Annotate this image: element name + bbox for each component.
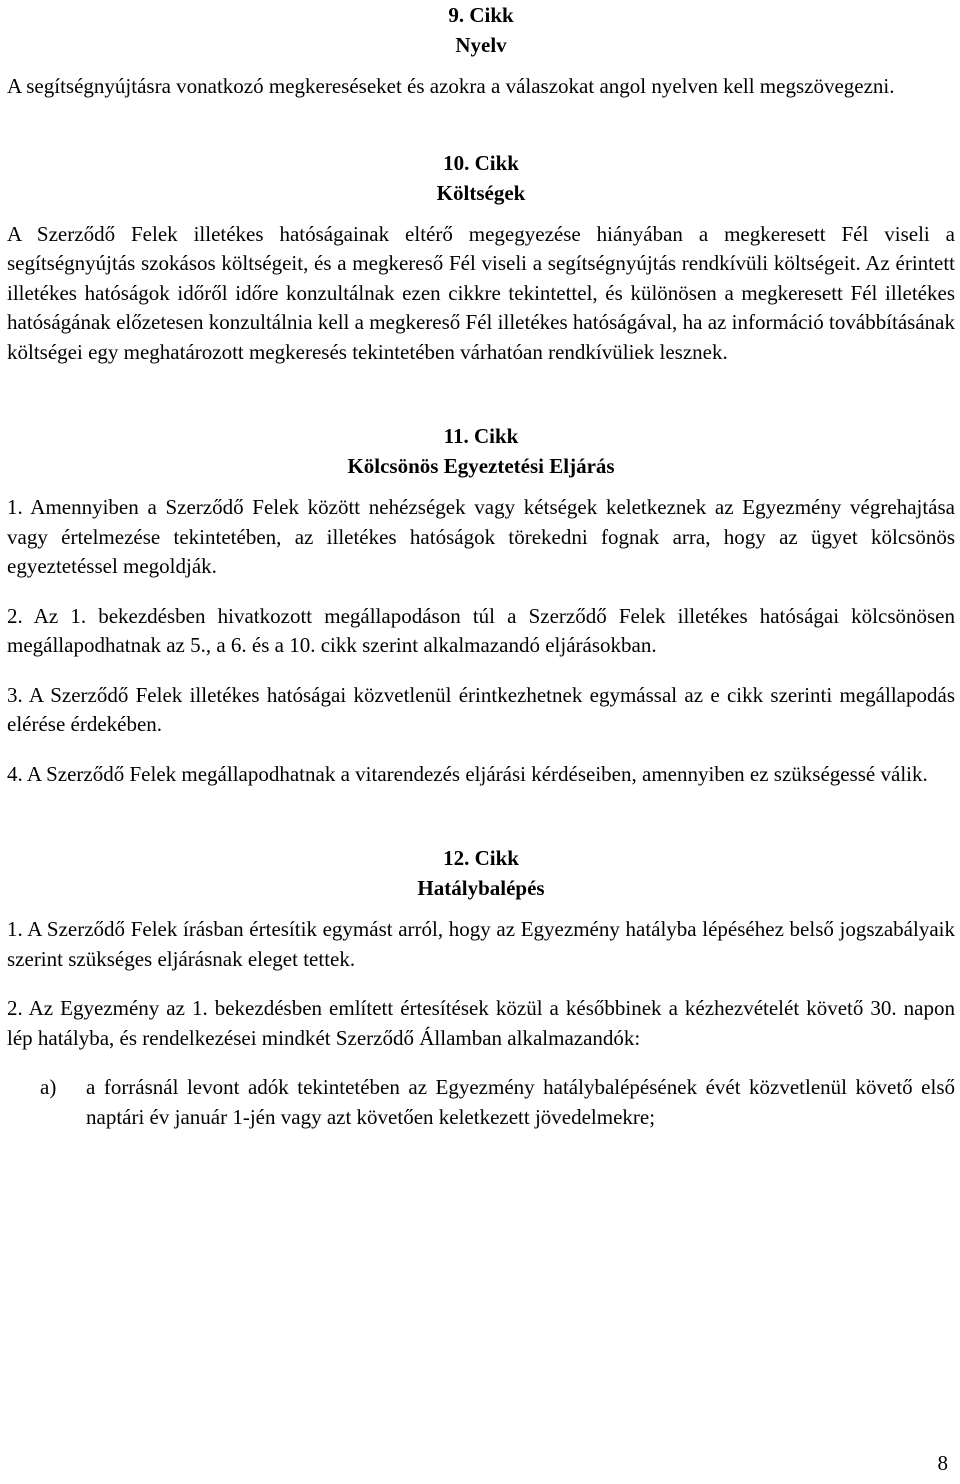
list-item-text: a forrásnál levont adók tekintetében az Egyezmény hatálybalépésének évét közvetlenül követő első naptári év január 1-jén vagy azt követően keletkezett jövedelmekre; [86,1075,955,1129]
paragraph: 2. Az 1. bekezdésben hivatkozott megállapodáson túl a Szerződő Felek illetékes hatóságai kölcsönösen megállapodhatnak az 5., a 6. és a 10. cikk szerint alkalmazandó eljárásokban. [7,603,955,657]
section-heading [7,148,955,208]
section-number: 9. Cikk [448,3,514,27]
paragraph: 1. Amennyiben a Szerződő Felek között nehézségek vagy kétségek keletkeznek az Egyezmény végrehajtása vagy értelmezése tekintetében, az illetékes hatóságok törekedni fognak arra, hogy az ügyet kölcsönös egyeztetéssel megoldják. [7,495,955,578]
section-number: 12. Cikk [443,846,519,870]
section-heading [7,843,955,903]
paragraph: A segítségnyújtásra vonatkozó megkereséseket és azokra a válaszokat angol nyelven kell megszövegezni. [7,74,895,98]
section-heading [7,0,955,60]
section-title: Nyelv [455,33,507,57]
section-number: 11. Cikk [443,424,519,448]
list-item [40,1073,955,1132]
section-title: Költségek [436,180,526,205]
document-page [7,0,955,1132]
paragraph: A Szerződő Felek illetékes hatóságainak eltérő megegyezése hiányában a megkeresett Fél viseli a segítségnyújtás szokásos költségeit, és a megkereső Fél viseli a segítségnyújtás rendkívüli költségeit. Az érintett illetékes hatóságok időről időre konzultálnak ezen cikkre tekintettel, és különösen a megkeresett Fél illetékes hatóságának előzetesen konzultálnia kell a megkereső Fél illetékes hatóságával, ha az információ továbbításának költségei egy meghatározott megkeresés tekintetében várhatóan rendkívüliek lesznek. [7,221,955,364]
section-title: Hatálybalépés [417,876,545,900]
paragraph: 3. A Szerződő Felek illetékes hatóságai közvetlenül érintkezhetnek egymással az e cikk szerinti megállapodás elérése érdekében. [7,682,955,736]
section-heading [7,421,955,481]
page-number: 8 [937,1451,948,1475]
section-number: 10. Cikk [443,150,519,175]
list-marker: a) [40,1075,57,1099]
paragraph: 1. A Szerződő Felek írásban értesítik egymást arról, hogy az Egyezmény hatályba lépéséhez belső jogszabályaik szerint szükséges eljárásnak eleget tettek. [7,917,955,971]
section-title: Kölcsönös Egyeztetési Eljárás [347,454,615,478]
paragraph: 2. Az Egyezmény az 1. bekezdésben említett értesítések közül a későbbinek a kézhezvételét követő 30. napon lép hatályba, és rendelkezései mindkét Szerződő Államban alkalmazandók: [7,996,955,1050]
paragraph: 4. A Szerződő Felek megállapodhatnak a vitarendezés eljárási kérdéseiben, amennyiben ez szükségessé válik. [7,761,928,786]
